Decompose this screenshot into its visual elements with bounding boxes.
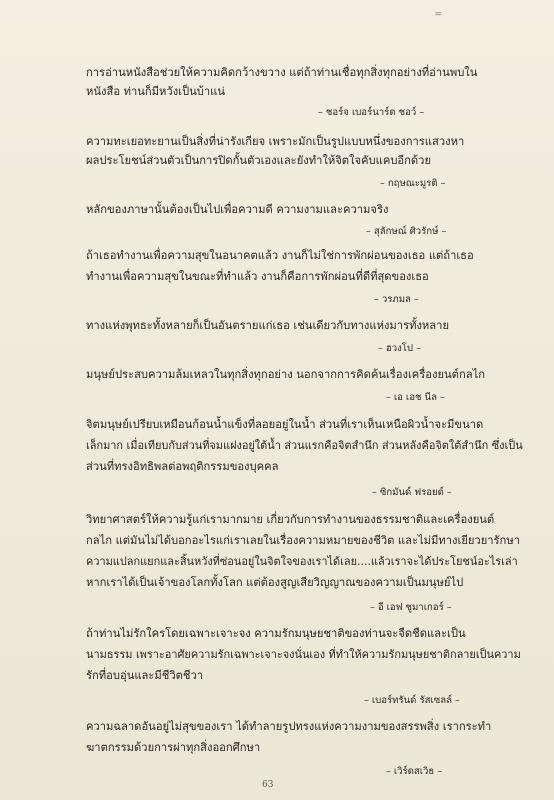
quote-line: ทางแห่งพุทธะทั้งหลายก็เป็นอันตรายแก่เธอ เช่นเดียวกับทางแห่งมารทั้งหลาย — [86, 319, 449, 332]
quote-author: – เบอร์ทรันด์ รัสเซลล์ – — [364, 695, 460, 706]
quote-line: วิทยาศาสตร์ให้ความรู้แก่เรามากมาย เกี่ยวกับการทำงานของธรรมชาติและเครื่องยนต์ — [86, 513, 495, 526]
quote-line: นามธรรม เพราะอาศัยความรักเฉพาะเจาะจงนั่นเอง ที่ทำให้ความรักมนุษยชาติกลายเป็นความ — [86, 648, 521, 661]
quote-author: – ชอร์จ เบอร์นาร์ด ชอว์ – — [318, 107, 425, 118]
quote-line: จิตมนุษย์เปรียบเหมือนก้อนน้ำแข็งที่ลอยอยู่ในน้ำ ส่วนที่เราเห็นเหนือผิวน้ำจะมีขนาด — [86, 418, 484, 431]
quote-line: เล็กมาก เมื่อเทียบกับส่วนที่จมแฝงอยู่ใต้น้ำ ส่วนแรกคือจิตสำนึก ส่วนหลังคือจิตใต้สำนึก ซึ่งเป็น — [86, 439, 523, 452]
quote-line: ความทะเยอทะยานเป็นสิ่งที่น่ารังเกียจ เพราะมักเป็นรูปแบบหนึ่งของการแสวงหา — [86, 135, 465, 148]
quote-line: ถ้าเธอทำงานเพื่อความสุขในอนาคตแล้ว งานก็ไม่ใช่การพักผ่อนของเธอ แต่ถ้าเธอ — [86, 249, 474, 262]
quote-author: – กฤษณะมูรติ – — [380, 178, 446, 189]
quote-line: การอ่านหนังสือช่วยให้ความคิดกว้างขวาง แต่ถ้าท่านเชื่อทุกสิ่งทุกอย่างที่อ่านพบใน — [86, 66, 478, 79]
page-number: 63 — [262, 780, 274, 790]
quote-line: หลักของภาษานั้นต้องเป็นไปเพื่อความดี ความงามและความจริง — [86, 203, 389, 216]
quote-line: ฆาตกรรมด้วยการผ่าทุกสิ่งออกศึกษา — [86, 741, 261, 754]
quote-line: ความแปลกแยกและสิ้นหวังที่ซ่อนอยู่ในจิตใจของเราได้เลย....แล้วเราจะได้ประโยชน์อะไรเล่า — [86, 555, 518, 568]
quote-author: – สุลักษณ์ ศิวรักษ์ – — [366, 226, 447, 237]
quote-line: หากเราได้เป็นเจ้าของโลกทั้งโลก แต่ต้องสูญเสียวิญญาณของความเป็นมนุษย์ไป — [86, 576, 464, 589]
quote-author: – เวิร์ดสเวิธ – — [386, 766, 443, 777]
quote-line: ความฉลาดอันอยู่ไม่สุขของเรา ได้ทำลายรูปทรงแห่งความงามของสรรพสิ่ง เรากระทำ — [86, 720, 492, 733]
quote-line: ทำงานเพื่อความสุขในขณะที่ทำแล้ว งานก็คือการพักผ่อนที่ดีที่สุดของเธอ — [86, 270, 429, 283]
quote-line: มนุษย์ประสบความล้มเหลวในทุกสิ่งทุกอย่าง นอกจากการคิดค้นเรื่องเครื่องยนต์กลไก — [86, 368, 485, 381]
quote-line: กลไก แต่มันไม่ได้บอกอะไรแก่เราเลยในเรื่องความหมายของชีวิต และไม่มีทางเยียวยารักษา — [86, 534, 520, 547]
quote-line: ส่วนที่ทรงอิทธิพลต่อพฤติกรรมของบุคคล — [86, 460, 279, 473]
quote-line: ถ้าท่านไม่รักใครโดยเฉพาะเจาะจง ความรักมนุษยชาติของท่านจะจืดชืดและเป็น — [86, 627, 466, 640]
quote-author: – เอ เอช นีล – — [386, 392, 445, 403]
quote-line: ผลประโยชน์ส่วนตัวเป็นการปิดกั้นตัวเองและยังทำให้จิตใจคับแคบอีกด้วย — [86, 154, 432, 167]
quote-author: – วรภมล – — [374, 294, 419, 305]
quote-line: หนังสือ ท่านก็มีหวังเป็นบ้าแน่ — [86, 85, 225, 98]
quote-author: – อี เอฟ ชูมาเกอร์ – — [370, 602, 452, 613]
quote-author: – ฮวงโป – — [378, 343, 421, 354]
top-mark: = — [434, 10, 442, 20]
quote-line: รักที่อบอุ่นและมีชีวิตชีวา — [86, 669, 204, 682]
quote-author: – ซิกมันด์ ฟรอยด์ – — [372, 487, 452, 498]
